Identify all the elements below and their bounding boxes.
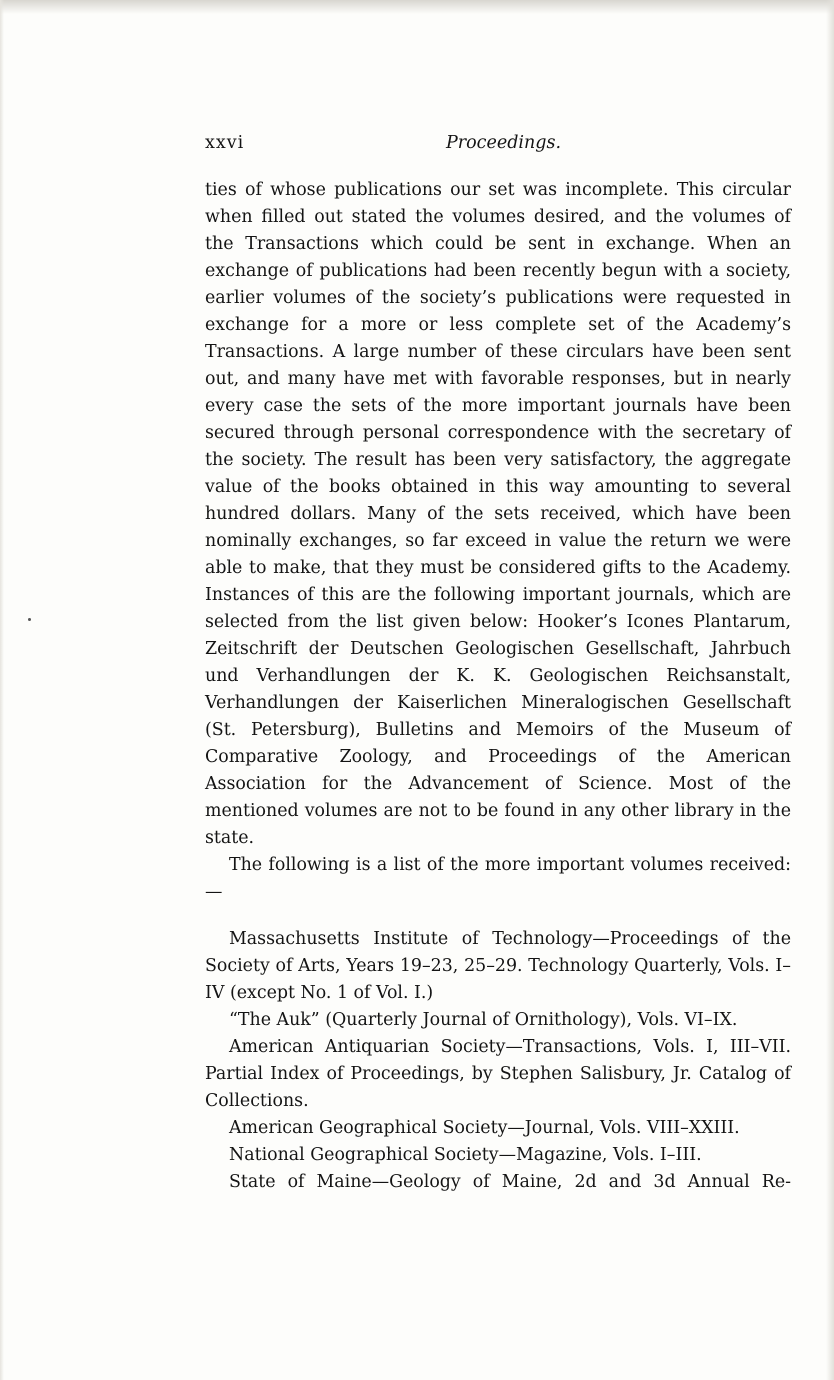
running-head xyxy=(205,133,791,159)
page-edge-shadow-right xyxy=(826,0,834,1380)
list-entry-national-geographical-society: National Geographical Society—Magazine, Vols. I–III. xyxy=(229,1145,702,1165)
ink-speck xyxy=(28,618,31,621)
list-entry-antiquarian-society: American Antiquarian Society—Transactions, Vols. I, III–VII. Partial Index of Proceedings, by Stephen Salisbury, Jr. Catalog of Collections. xyxy=(205,1037,791,1111)
page-edge-shadow-top xyxy=(0,0,834,14)
paragraph-continuation: ties of whose publications our set was incomplete. This circular when filled out stated the volumes desired, and the volumes of the Transactions which could be sent in exchange. When an exchange of publications had been recently begun with a society, earlier volumes of the society’s publications were requested in exchange for a more or less complete set of the Academy’s Transactions. A large number of these circulars have been sent out, and many have met with favorable responses, but in nearly every case the sets of the more important journals have been secured through personal correspondence with the secretary of the society. The result has been very satisfactory, the aggregate value of the books obtained in this way amounting to several hundred dollars. Many of the sets received, which have been nominally exchanges, so far exceed in value the return we were able to make, that they must be considered gifts to the Academy. Instances of this are the following important journals, which are selected from the list given below: Hooker’s Icones Plantarum, Zeitschrift der Deutschen Geologischen Gesellschaft, Jahrbuch und Verhandlungen der K. K. Geologischen Reichsanstalt, Verhandlungen der Kaiserlichen Mineralogischen Gesellschaft (St. Petersburg), Bulletins and Memoirs of the Museum of Comparative Zoology, and Proceedings of the American Association for the Advancement of Science. Most of the mentioned volumes are not to be found in any other library in the state. xyxy=(205,180,791,848)
list-entry-state-of-maine: State of Maine—Geology of Maine, 2d and 3d Annual Re- xyxy=(229,1172,791,1192)
list-entry-american-geographical-society: American Geographical Society—Journal, Vols. VIII–XXIII. xyxy=(229,1118,740,1138)
page-number: xxvi xyxy=(205,133,245,153)
list-entry-mit: Massachusetts Institute of Technology—Proceedings of the Society of Arts, Years 19–23, 25–29. Technology Quarterly, Vols. I–IV (except No. 1 of Vol. I.) xyxy=(205,929,791,1003)
page-edge-shadow-left xyxy=(0,0,4,1380)
paragraph-list-intro: The following is a list of the more important volumes received:— xyxy=(205,855,791,902)
running-title: Proceedings. xyxy=(446,133,562,153)
body-text xyxy=(205,177,791,1196)
list-entry-auk: “The Auk” (Quarterly Journal of Ornithology), Vols. VI–IX. xyxy=(229,1010,738,1030)
